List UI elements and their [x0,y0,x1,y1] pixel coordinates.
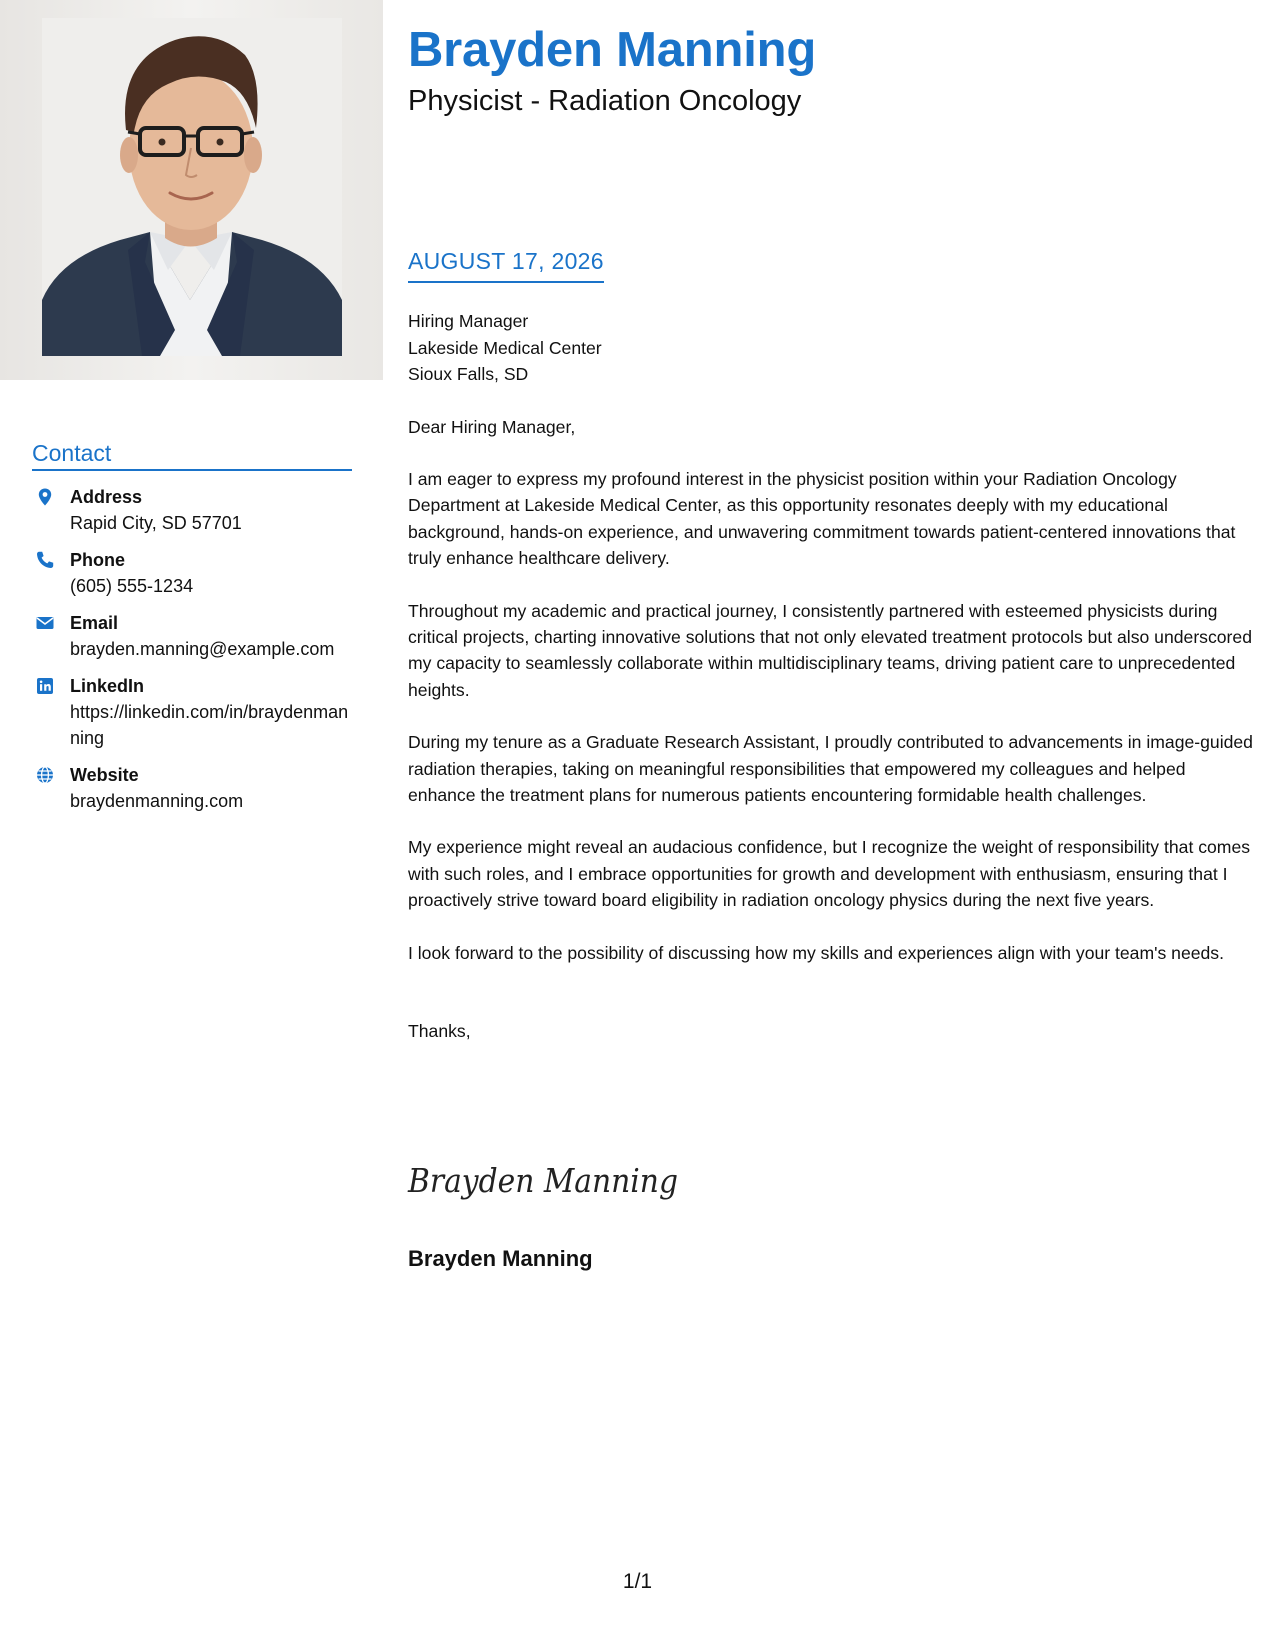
website-value[interactable]: braydenmanning.com [70,791,244,811]
recipient-line: Lakeside Medical Center [408,337,602,358]
closing: Thanks, [408,1021,471,1041]
envelope-icon [35,613,55,633]
contact-heading: Contact [32,440,352,471]
applicant-name: Brayden Manning [408,23,817,77]
contact-list [32,485,352,814]
email-label: Email [70,613,119,633]
linkedin-label: LinkedIn [70,676,145,696]
svg-text:Brayden Manning: Brayden Manning [407,1161,678,1200]
profile-photo [0,0,383,380]
letter-paragraph: I look forward to the possibility of discussing how my skills and experiences align with your team's needs. [408,942,1224,963]
location-pin-icon [35,487,55,507]
letter-body [408,308,1253,1044]
contact-item-email [32,611,352,662]
letter-paragraph: I am eager to express my profound interest in the physicist position within your Radiation Oncology Department at Lakeside Medical Center, as this opportunity resonates deeply with my educational background, hands-on experience, and unwavering commitment towards patient-centered innovations that truly enhance healthcare delivery. [408,468,1236,569]
contact-item-phone [32,548,352,599]
profile-photo-illustration [0,0,383,380]
phone-icon [35,550,55,570]
contact-item-linkedin [32,674,352,751]
recipient-line: Hiring Manager [408,311,529,331]
letter-paragraph: My experience might reveal an audacious confidence, but I recognize the weight of responsibility that comes with such roles, and I embrace opportunities for growth and development with enthusiasm, ensuring that I proactively strive toward board eligibility in radiation oncology physics during the next five years. [408,837,1251,911]
globe-icon [35,765,55,785]
signature-image [407,1150,678,1210]
letter-paragraph: Throughout my academic and practical journey, I consistently partnered with esteemed physicists during critical projects, charting innovative solutions that not only elevated treatment protocols but also underscored my capacity to seamlessly collaborate within multidisciplinary teams, driving patient care to unprecedented heights. [408,600,1252,700]
recipient-block [408,308,1253,388]
email-value[interactable]: brayden.manning@example.com [70,639,335,659]
greeting: Dear Hiring Manager, [408,416,576,437]
address-value: Rapid City, SD 57701 [70,513,242,533]
contact-section [32,440,352,826]
contact-item-address [32,485,352,536]
job-title: Physicist - Radiation Oncology [408,85,802,117]
phone-value[interactable]: (605) 555-1234 [70,576,194,596]
contact-item-website [32,763,352,814]
letter-date: AUGUST 17, 2026 [408,248,604,283]
linkedin-icon [35,676,55,696]
linkedin-value[interactable]: https://linkedin.com/in/braydenmanning [70,702,349,748]
letter-paragraph: During my tenure as a Graduate Research Assistant, I proudly contributed to advancements in image-guided radiation therapies, taking on meaningful responsibilities that empowered my colleagues and helped enhance the treatment plans for numerous patients encountering formidable health challenges. [408,732,1253,805]
website-label: Website [70,765,139,785]
signer-name: Brayden Manning [408,1246,593,1271]
address-label: Address [70,487,143,507]
signature [407,1150,678,1210]
page-number: 1/1 [622,1570,653,1593]
recipient-line: Sioux Falls, SD [408,364,529,384]
phone-label: Phone [70,550,126,570]
